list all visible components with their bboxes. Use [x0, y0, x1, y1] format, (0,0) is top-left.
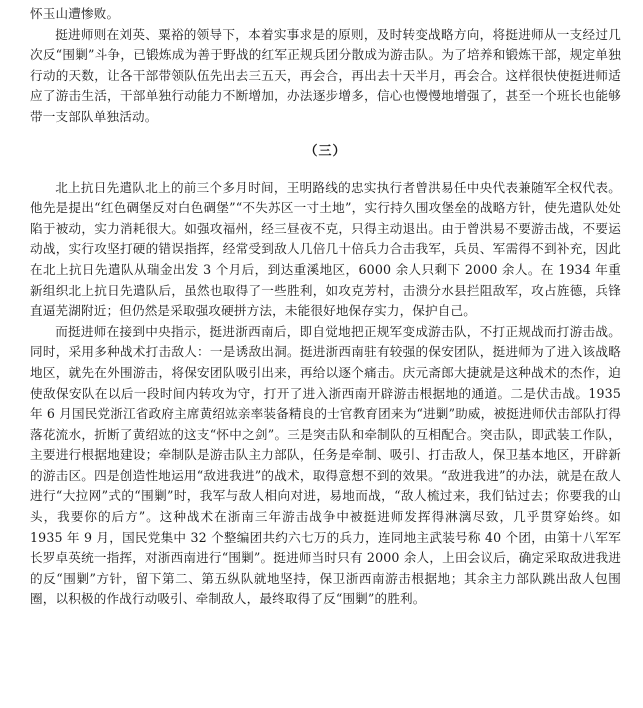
- section-heading: （三）: [304, 143, 347, 159]
- paragraph-2: 挺进师则在刘英、粟裕的领导下，本着实事求是的原则，及时转变战略方向，将挺进师从一支经过几次反“围剿”斗争，已锻炼成为善于野战的红军正规兵团分散成为游击队。为了培养和锻炼干部，规定单独行动的天数，让各干部带领队伍先出去三五天，再会合，再出去十天半月，再会合。这样很快使挺进师适应了游击生活，干部单独行动能力不断增加，办法逐步增多，信心也慢慢地增强了，甚至一个班长也能够带一支部队单独活动。: [30, 26, 621, 124]
- paragraph-4: 而挺进师在接到中央指示，挺进浙西南后，即自觉地把正规军变成游击队，不打正规战而打游击战。同时，采用多种战术打击敌人：一是诱敌出洞。挺进浙西南驻有较强的保安团队，挺进师为了进入该战略地区，就先在外围游击，将保安团队吸引出来，再给以逐个痛击。庆元斋郎大捷就是这种战术的杰作，迫使敌保安队在以后一段时间内转攻为守，打开了进入浙西南开辟游击根据地的通道。二是伏击战。1935 年 6 月国民党浙江省政府主席黄绍竑亲率装备精良的士官教育团来为“进剿”助威，被挺进师伏击部队打得落花流水，折断了黄绍竑的这支“怀中之剑”。三是突击队和牵制队的互相配合。突击队，即武装工作队，主要进行根据地建设；牵制队是游击队主力部队，任务是牵制、吸引、打击敌人，保卫基本地区，开辟新的游击区。四是创造性地运用“敌进我进”的战术，取得意想不到的效果。“敌进我进”的办法，就是在敌人进行“大拉网”式的“围剿”时，我军与敌人相向对进，易地而战，“敌人梳过来，我们钻过去；你要我的山头，我要你的后方”。这种战术在浙南三年游击战争中被挺进师发挥得淋漓尽致，几乎贯穿始终。如 1935 年 9 月，国民党集中 32 个整编团共约六七万的兵力，连同地主武装号称 40 个团，由第十八军军长罗卓英统一指挥，对浙西南进行“围剿”。挺进师当时只有 2000 余人，上田会议后，确定采取敌进我进的反“围剿”方针，留下第二、第五纵队就地坚持，保卫浙西南游击根据地；其余主力部队跳出敌人包围圈，以积极的作战行动吸引、牵制敌人，最终取得了反“围剿”的胜利。: [30, 323, 621, 607]
- paragraph-1: 怀玉山遭惨败。: [30, 6, 120, 21]
- paragraph-3: 北上抗日先遣队北上的前三个多月时间，王明路线的忠实执行者曾洪易任中央代表兼随军全权代表。他先是提出“红色碉堡反对白色碉堡”“不失苏区一寸土地”，实行持久围攻堡垒的战略方针，使先遣队处处陷于被动，实力消耗很大。如强攻福州，经三昼夜不克，只得主动退出。由于曾洪易不要游击战，不要运动战，实行攻坚打硬的错误指挥，经常受到敌人几倍几十倍兵力合击我军，兵员、军需得不到补充，因此在北上抗日先遣队从瑞金出发 3 个月后，到达重溪地区，6000 余人只剩下 2000 余人。在 1934 年重新组织北上抗日先遣队后，虽然也取得了一些胜利，如攻克芳村，击溃分水县拦阻敌军，攻占旌德，兵锋直逼芜湖附近；但仍然是采取强攻硬拼方法，未能很好地保存实力，保护自己。: [30, 179, 621, 319]
